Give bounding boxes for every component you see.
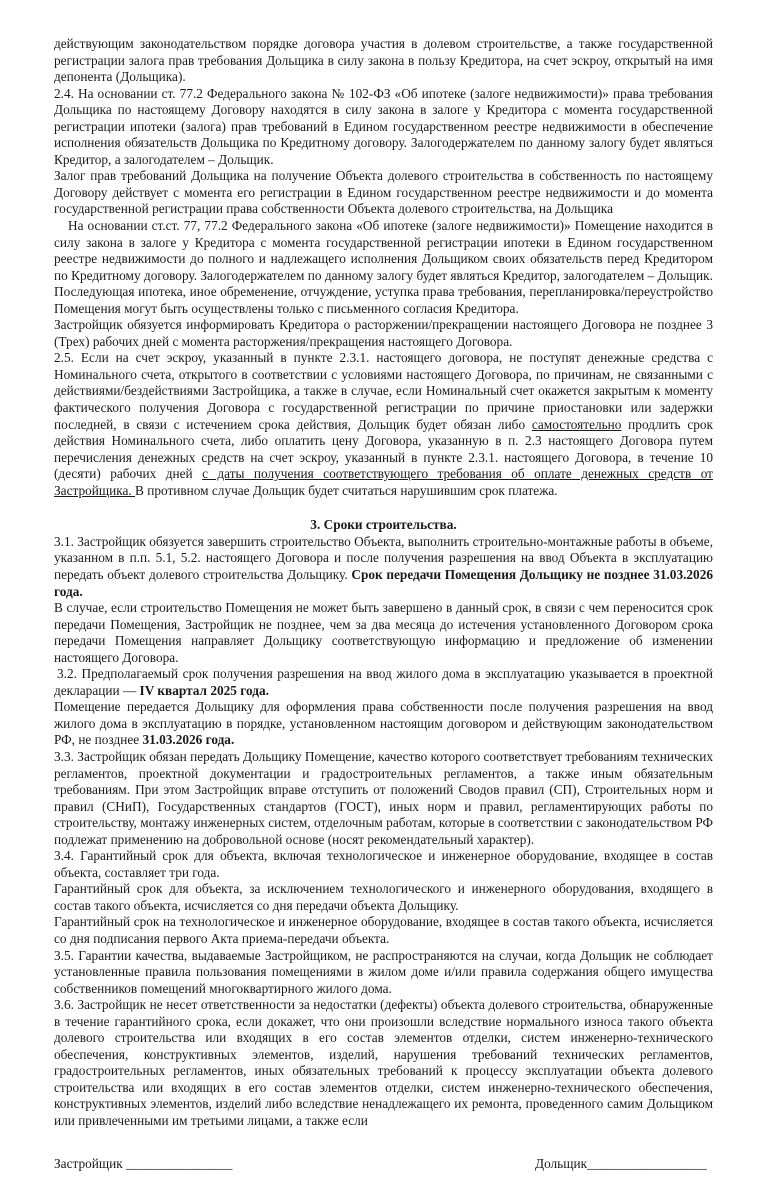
text: продлить срок действия Номинального счета, либо оплатить цену Договора, указанную в п. 2.3 настоящего Договора путем перечисления денежных средств на счет эскроу, указанный в пункте 2.3.1. настоящего Договора, в течение 10 (десяти) рабочих дней [54,416,713,482]
underlined-text: с даты получения соответствующего требования об оплате денежных средств от Застройщика. [54,466,713,498]
document-page [54,0,713,1202]
paragraph-transfer [54,699,713,749]
paragraph-subsequent-mortgage: Последующая ипотека, иное обременение, отчуждение, уступка права требования, перепланировка/переустройство Помещения могут быть осуществлены только с письменного согласия Кредитора. [54,284,713,316]
bold-text: Срок передачи Помещения Дольщику не позднее 31.03.2026 года. [54,566,714,599]
paragraph-3-5: 3.5. Гарантии качества, выдаваемые Застройщиком, не распространяются на случаи, когда Дольщик не соблюдает установленные правила пользования помещениями в жилом доме и/или правила содержания общего имущества собственников помещений многоквартирного жилого дома. [54,947,713,996]
text: В противном случае Дольщик будет считаться нарушившим срок платежа. [135,482,558,498]
paragraph-warranty-object: Гарантийный срок для объекта, за исключением технологического и инженерного оборудования, входящего в состав такого объекта, исчисляется со дня передачи объекта Дольщику. [54,881,713,913]
paragraph-2-4: 2.4. На основании ст. 77.2 Федерального закона № 102-ФЗ «Об ипотеке (залоге недвижимости)» права требования Дольщика по настоящему Договору находятся в силу закона в залоге у Кредитора с момента государственной регистрации ипотеки (залога) прав требований в Едином государственном реестре недвижимости в обеспечение исполнения обязательств Дольщика по Кредитному договору. Залогодержателем по данному залогу будет являться Кредитор, а залогодателем – Дольщик. [54,85,713,167]
paragraph-mortgage-basis: На основании ст.ст. 77, 77.2 Федерального закона «Об ипотеке (залоге недвижимости)» Помещение находится в силу закона в залоге у Кредитора с момента государственной регистрации ипотеки в Едином государственном реестре недвижимости до полного и надлежащего исполнения Дольщиком своих обязательств перед Кредитором по Кредитному договору. Залогодержателем по данному залогу будет являться Кредитор, залогодателем – Дольщик. [54,218,713,283]
bold-text: IV квартал 2025 года. [139,682,269,698]
paragraph-3-2 [54,666,713,699]
bold-text: 31.03.2026 года. [142,732,235,748]
paragraph-warranty-equipment: Гарантийный срок на технологическое и инженерное оборудование, входящее в состав такого объекта, исчисляется со дня подписания первого Акта приема-передачи объекта. [54,914,713,946]
paragraph-2-5 [54,350,713,499]
paragraph-3-6: 3.6. Застройщик не несет ответственности за недостатки (дефекты) объекта долевого строительства, обнаруженные в течение гарантийного срока, если докажет, что они произошли вследствие нормального износа такого объекта долевого строительства или входящих в его состав элементов отделки, систем инженерно-технического обеспечения, конструктивных элементов, изделий, нарушения требований технических регламентов, градостроительных регламентов, иных обязательных требований к процессу эксплуатации объекта долевого строительства или входящих в его состав элементов отделки, систем инженерно-технического обеспечения, конструктивных элементов, изделий либо вследствие ненадлежащего их ремонта, проведенного самим Дольщиком или привлеченными им третьими лицами, а также если [54,997,713,1128]
paragraph-3-1 [54,534,713,600]
section-3-heading: 3. Сроки строительства. [310,517,457,533]
underlined-text: самостоятельно [531,416,622,432]
paragraph-3-4: 3.4. Гарантийный срок для объекта, включая технологическое и инженерное оборудование, входящее в состав объекта, составляет три года. [54,848,713,880]
paragraph-2-3-continuation: действующим законодательством порядке договора участия в долевом строительстве, а также государственной регистрации залога прав требования Дольщика в силу закона в пользу Кредитора, на счет эскроу, открытый на имя депонента (Дольщика). [54,36,713,85]
paragraph-3-3: 3.3. Застройщик обязан передать Дольщику Помещение, качество которого соответствует требованиям технических регламентов, проектной документации и градостроительных регламентов, а также иным обязательным требованиям. При этом Застройщик вправе отступить от положений Сводов правил (СП), Строительных норм и правил (СНиП), Государственных стандартов (ГОСТ), иных норм и правил, регламентирующих работы по строительству, монтажу инженерных систем, отделочным работам, которые в соответствии с законодательством РФ подлежат применению на добровольной основе (носят рекомендательный характер). [54,748,713,847]
text: 3.2. Предполагаемый срок получения разрешения на ввод жилого дома в эксплуатацию указывается в проектной декларации — [54,666,713,698]
paragraph-pledge: Залог прав требований Дольщика на получение Объекта долевого строительства в собственность по настоящему Договору действует с момента его регистрации в Едином государственном реестре недвижимости и до момента государственной регистрации права собственности Объекта долевого строительства, на Дольщика [54,168,713,217]
paragraph-delay: В случае, если строительство Помещения не может быть завершено в данный срок, в связи с чем переносится срок передачи Помещения, Застройщик не позднее, чем за два месяца до истечения установленного Договором срока передачи Помещения направляет Дольщику соответствующую информацию и предложение об изменении настоящего Договора. [54,600,713,665]
paragraph-developer-inform: Застройщик обязуется информировать Кредитора о расторжении/прекращении настоящего Договора не позднее 3 (Трех) рабочих дней с момента расторжения/прекращения настоящего Договора. [54,317,713,349]
developer-signature-line: Застройщик ________________ [54,1155,233,1171]
text: 3.1. Застройщик обязуется завершить строительство Объекта, выполнить строительно-монтажные работы в объеме, указанном в п.п. 5.1, 5.2. настоящего Договора и после получения разрешения на ввод Объекта в эксплуатацию передать объект долевого строительства Дольщику. [54,533,714,582]
text: 2.5. Если на счет эскроу, указанный в пункте 2.3.1. настоящего договора, не поступят денежные средства с Номинального счета, открытого в соответствии с условиями настоящего Договора, по причинам, не связанными с действиями/бездействиями Застройщика, а также в случае, если Номинальный счет окажется закрытым к моменту фактического получения Договора с государственной регистрации по причине приостановки или задержки последней, в связи с истечением срока действия, Дольщик будет обязан либо [54,350,713,432]
text: Помещение передается Дольщику для оформления права собственности после получения разрешения на ввод жилого дома в эксплуатацию в порядке, установленном настоящим договором и действующим законодательством РФ, не позднее [54,699,713,748]
signature-block [54,1156,713,1173]
shareholder-signature-line: Дольщик__________________ [535,1155,707,1171]
